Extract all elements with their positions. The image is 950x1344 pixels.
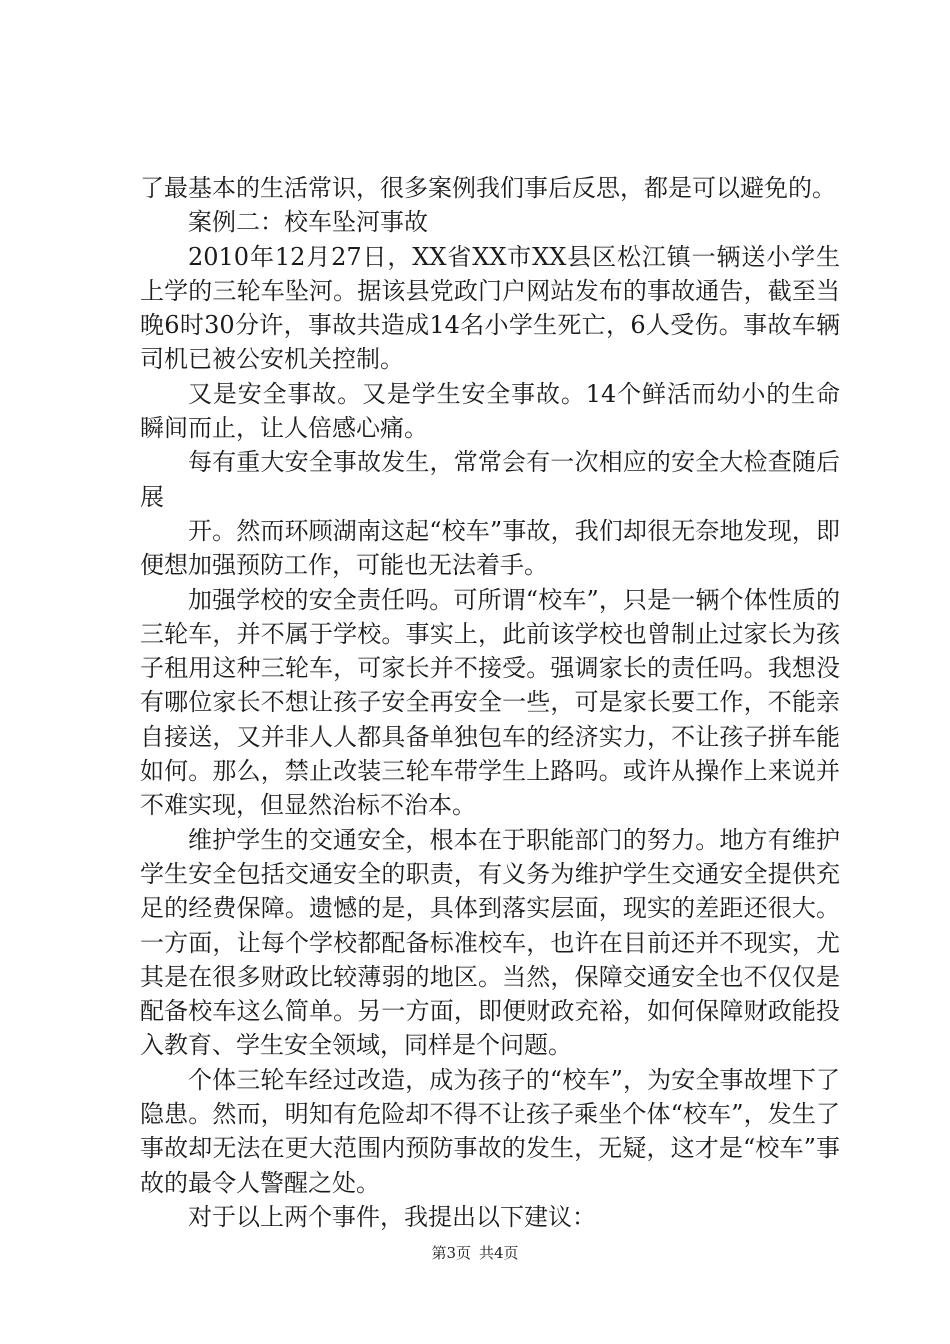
document-body [140, 171, 840, 1234]
paragraph-continuation: 了最基本的生活常识，很多案例我们事后反思，都是可以避免的。 [140, 174, 836, 202]
paragraph-inspection: 每有重大安全事故发生，常常会有一次相应的安全大检查随后展 [140, 448, 840, 511]
paragraph-departments: 维护学生的交通安全，根本在于职能部门的努力。地方有维护学生安全包括交通安全的职责，有义务为维护学生交通安全提供充足的经费保障。遗憾的是，具体到落实层面，现实的差距还很大。一方面，让每个学校都配备标准校车，也许在目前还并不现实，尤其是在很多财政比较薄弱的地区。当然，保障交通安全也不仅仅是配备校车这么简单。另一方面，即便财政充裕，如何保障财政能投入教育、学生安全领域，同样是个问题。 [140, 825, 840, 1060]
page-footer [0, 1243, 950, 1263]
paragraph-incident-report: 2010年12月27日，XX省XX市XX县区松江镇一辆送小学生上学的三轮车坠河。据该县党政门户网站发布的事故通告，截至当晚6时30分许，事故共造成14名小学生死亡，6人受伤。事故车辆司机已被公安机关控制。 [140, 242, 840, 374]
paragraph-suggestions-intro: 对于以上两个事件，我提出以下建议： [188, 1202, 596, 1231]
page-number: 第3页 [431, 1244, 471, 1262]
case-two-heading: 案例二：校车坠河事故 [188, 208, 428, 237]
paragraph-inspection-continued: 开。然而环顾湖南这起“校车”事故，我们却很无奈地发现，即便想加强预防工作，可能也无法着手。 [140, 516, 840, 580]
paragraph-responsibility: 加强学校的安全责任吗。可所谓“校车”，只是一辆个体性质的三轮车，并不属于学校。事实上，此前该学校也曾制止过家长为孩子租用这种三轮车，可家长并不接受。强调家长的责任吗。我想没有哪位家长不想让孩子安全再安全一些，可是家长要工作，不能亲自接送，又并非人人都具备单独包车的经济实力，不让孩子拼车能如何。那么，禁止改装三轮车带学生上路吗。或许从操作上来说并不难实现，但显然治标不治本。 [140, 585, 840, 820]
page-total: 共4页 [479, 1244, 519, 1262]
paragraph-conclusion: 个体三轮车经过改造，成为孩子的“校车”，为安全事故埋下了隐患。然而，明知有危险却不得不让孩子乘坐个体“校车”，发生了事故却无法在更大范围内预防事故的发生，无疑，这才是“校车”事故的最令人警醒之处。 [140, 1065, 840, 1197]
paragraph-reaction: 又是安全事故。又是学生安全事故。14个鲜活而幼小的生命瞬间而止，让人倍感心痛。 [140, 379, 840, 443]
